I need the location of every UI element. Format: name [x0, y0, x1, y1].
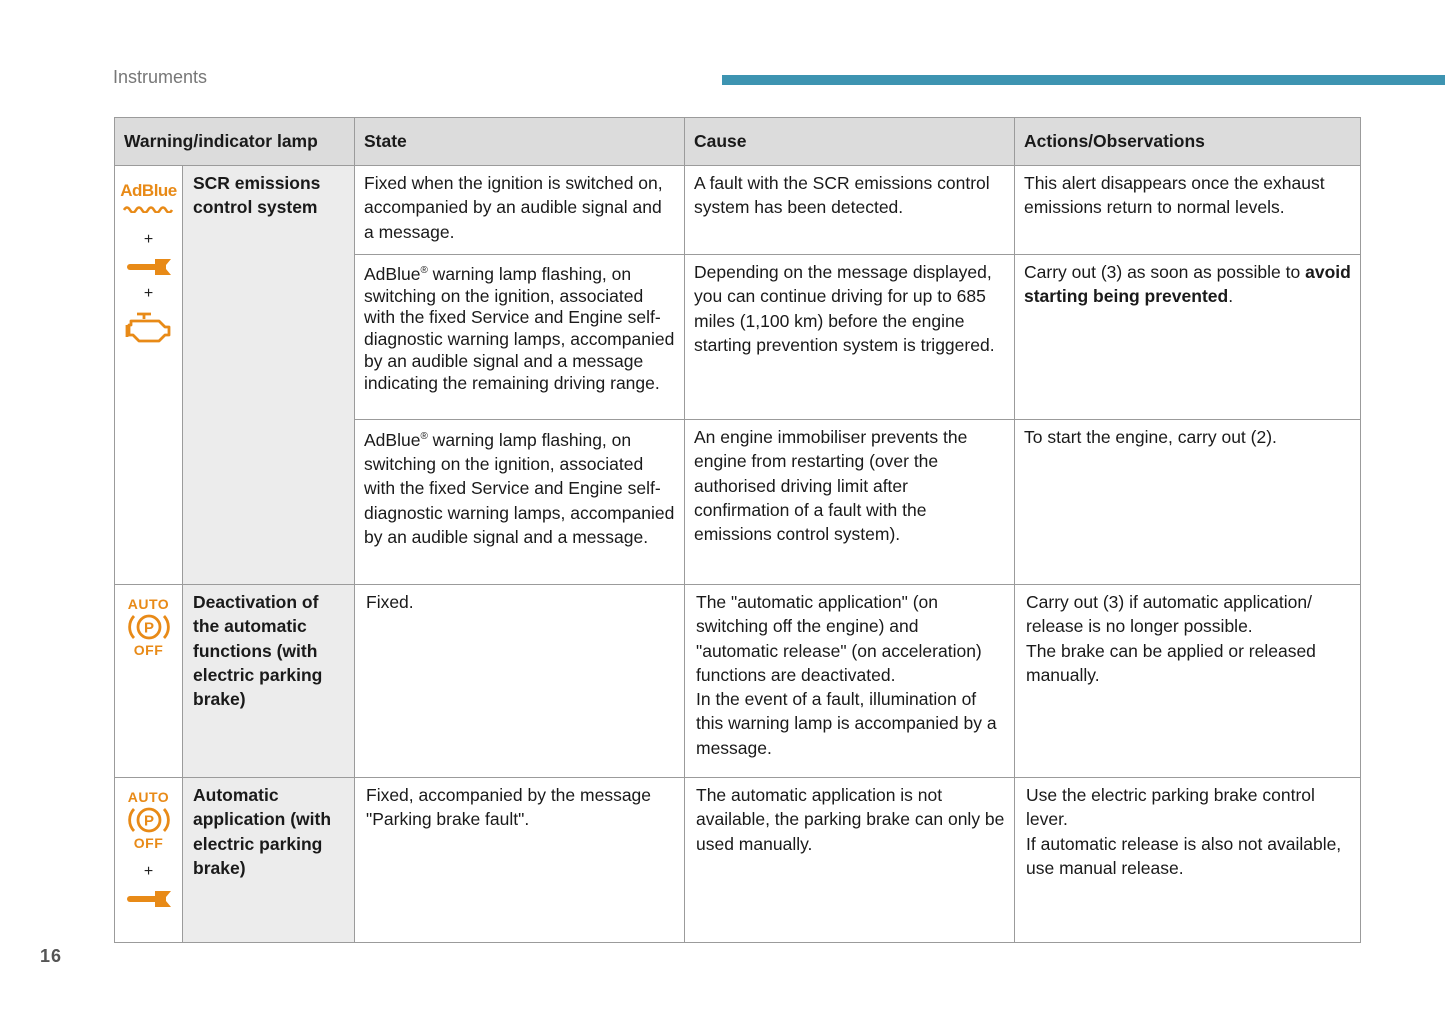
lamp-name-cell: [183, 778, 355, 943]
action-cell: [1015, 585, 1361, 778]
adblue-icon: [120, 182, 177, 218]
lamp-icon-cell: [115, 778, 183, 943]
state-text: AdBlue® warning lamp flashing, on switching on the ignition, associated with the fixed Service and Engine self-diagnostic warning lamps, accompanied by an audible signal and a message indicating the remaining driving range.: [364, 263, 675, 393]
cause-text: An engine immobiliser prevents the engine from restarting (over the authorised driving limit after confirmation of a fault with the emissions control system).: [694, 427, 968, 545]
action-cell: [1015, 166, 1361, 255]
state-cell: [355, 778, 685, 943]
section-title: Instruments: [113, 67, 208, 87]
cause-text: A fault with the SCR emissions control system has been detected.: [694, 173, 990, 218]
lamp-name: SCR emissions control system: [193, 173, 321, 218]
action-text: Carry out (3) as soon as possible to avoid starting being prevented.: [1024, 262, 1351, 307]
lamp-name-cell: [183, 585, 355, 778]
table-row: [115, 166, 1361, 255]
plus-sign: +: [143, 863, 154, 880]
action-text: Carry out (3) if automatic application/ release is no longer possible. The brake can be applied or released manually.: [1026, 592, 1316, 685]
parking-brake-icon: [124, 611, 174, 643]
parking-brake-icon: [124, 804, 174, 836]
plus-sign: +: [143, 231, 154, 248]
state-cell: [355, 166, 685, 255]
off-label: OFF: [133, 642, 164, 658]
lamp-name-cell: [183, 166, 355, 585]
state-text: Fixed, accompanied by the message "Parking brake fault".: [366, 785, 652, 830]
lamp-name: Automatic application (with electric parking brake): [193, 785, 332, 878]
state-cell: [355, 255, 685, 420]
action-cell: [1015, 420, 1361, 585]
cause-text: Depending on the message displayed, you can continue driving for up to 685 miles (1,100 km) before the engine starting prevention system is triggered.: [694, 262, 995, 355]
engine-diagnostic-icon: [124, 310, 174, 346]
svg-text:P: P: [143, 619, 154, 637]
action-text: Use the electric parking brake control lever. If automatic release is also not available, use manual release.: [1026, 785, 1342, 878]
column-header-lamp: Warning/indicator lamp: [115, 118, 355, 166]
cause-cell: [685, 420, 1015, 585]
cause-cell: [685, 255, 1015, 420]
table-row: [115, 778, 1361, 943]
header-accent-bar: [722, 75, 1445, 85]
state-text: Fixed.: [366, 592, 414, 612]
auto-parking-brake-off-icon: [124, 790, 174, 850]
auto-label: AUTO: [127, 596, 170, 612]
page-number: 16: [40, 946, 63, 966]
state-text: AdBlue® warning lamp flashing, on switching on the ignition, associated with the fixed Service and Engine self-diagnostic warning lamps, accompanied by an audible signal and a message.: [364, 429, 675, 548]
lamp-icon-cell: [115, 585, 183, 778]
state-cell: [355, 420, 685, 585]
action-cell: [1015, 255, 1361, 420]
cause-cell: [685, 585, 1015, 778]
cause-text: The "automatic application" (on switching off the engine) and "automatic release" (on acceleration) functions are deactivated. In the event of a fault, illumination of this warning lamp is accompanied by a message.: [696, 592, 997, 758]
action-cell: [1015, 778, 1361, 943]
auto-label: AUTO: [127, 789, 170, 805]
column-header-actions: Actions/Observations: [1015, 118, 1361, 166]
table-row: [115, 585, 1361, 778]
warning-lamp-table: [114, 117, 1361, 943]
table-header-row: [115, 118, 1361, 166]
column-header-cause: Cause: [685, 118, 1015, 166]
plus-sign: +: [143, 285, 154, 302]
adblue-icon-label: AdBlue: [120, 181, 177, 200]
lamp-icon-cell: [115, 166, 183, 585]
column-header-state: State: [355, 118, 685, 166]
off-label: OFF: [133, 835, 164, 851]
cause-cell: [685, 166, 1015, 255]
cause-text: The automatic application is not available, the parking brake can only be used manually.: [696, 785, 1005, 854]
svg-text:P: P: [143, 812, 154, 830]
wrench-service-icon: [125, 256, 173, 278]
action-text: To start the engine, carry out (2).: [1024, 427, 1277, 447]
cause-cell: [685, 778, 1015, 943]
wrench-service-icon: [125, 888, 173, 910]
adblue-wave-icon: [123, 204, 175, 213]
auto-parking-brake-off-icon: [124, 597, 174, 657]
action-text: This alert disappears once the exhaust emissions return to normal levels.: [1024, 173, 1325, 218]
state-text: Fixed when the ignition is switched on, accompanied by an audible signal and a message.: [364, 173, 663, 242]
lamp-name: Deactivation of the automatic functions (with electric parking brake): [193, 592, 323, 710]
state-cell: [355, 585, 685, 778]
